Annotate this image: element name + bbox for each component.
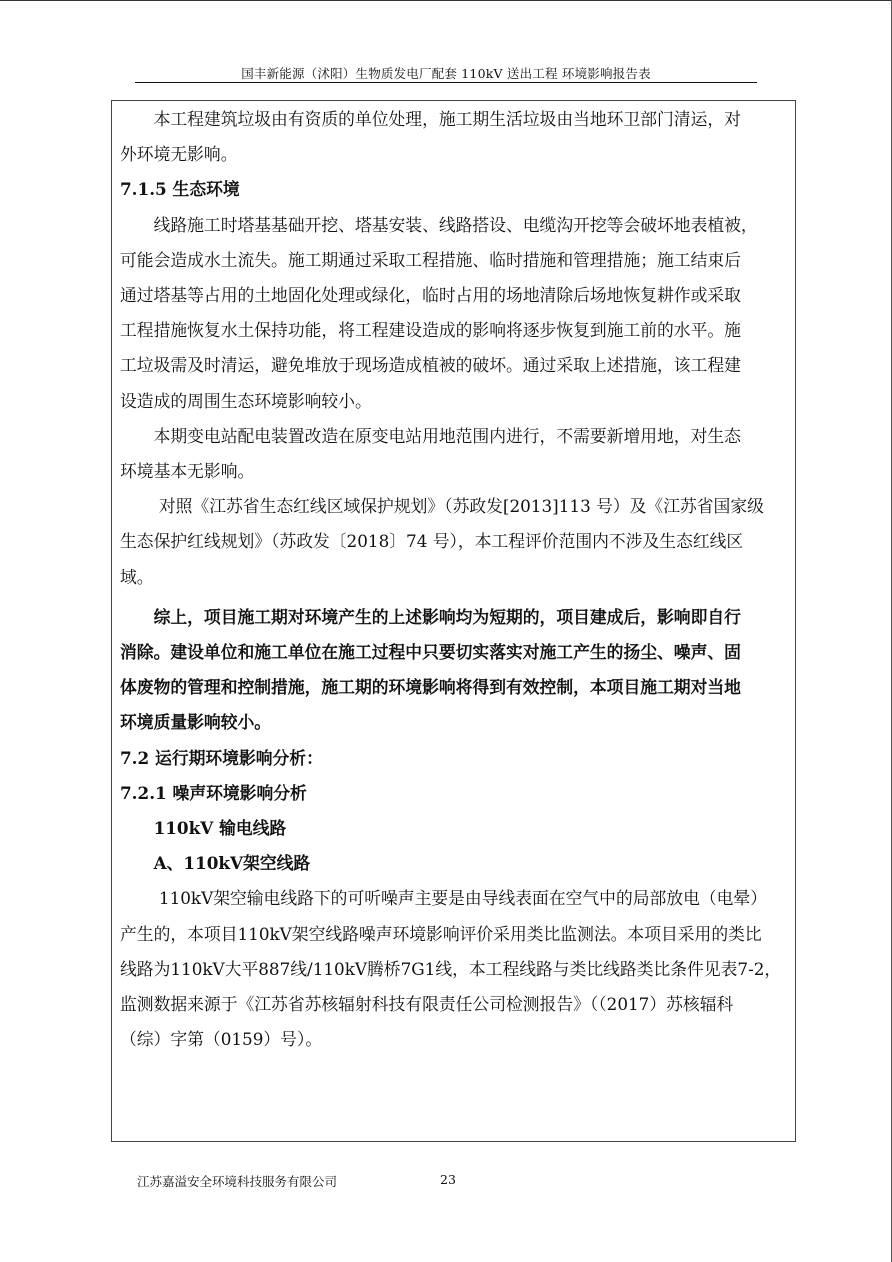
summary-line: 综上，项目施工期对环境产生的上述影响均为短期的，项目建成后，影响即自行 — [120, 606, 741, 627]
paragraph-line: 产生的，本项目110kV架空线路噪声环境影响评价采用类比监测法。本项目采用的类比 — [120, 923, 762, 944]
summary-line: 体废物的管理和控制措施，施工期的环境影响将得到有效控制，本项目施工期对当地 — [120, 677, 741, 698]
paragraph-line: 对照《江苏省生态红线区域保护规划》（苏政发[2013]113 号）及《江苏省国家级 — [120, 496, 764, 517]
paragraph-line: 工程措施恢复水土保持功能，将工程建设造成的影响将逐步恢复到施工前的水平。施 — [120, 320, 741, 341]
body-text — [120, 102, 790, 1057]
paragraph-line: 线路为110kV大平887线/110kV腾桥7G1线，本工程线路与类比线路类比条件见表7-2， — [120, 958, 782, 979]
page-number: 23 — [440, 1172, 456, 1187]
paragraph-line: 可能会造成水土流失。施工期通过采取工程措施、临时措施和管理措施；施工结束后 — [120, 249, 741, 270]
paragraph-line: 110kV架空输电线路下的可听噪声主要是由导线表面在空气中的局部放电（电晕） — [120, 888, 767, 909]
paragraph-line: 域。 — [120, 566, 154, 587]
paragraph-line: （综）字第（0159）号）。 — [120, 1029, 323, 1050]
paragraph-line: 监测数据来源于《江苏省苏核辐射科技有限责任公司检测报告》（（2017）苏核辐科 — [120, 994, 734, 1015]
subheading-110kv-line: 110kV 输电线路 — [120, 818, 287, 839]
header-rule — [135, 82, 757, 83]
summary-line: 消除。建设单位和施工单位在施工过程中只要切实落实对施工产生的扬尘、噪声、固 — [120, 642, 741, 663]
footer-company: 江苏嘉溢安全环境科技服务有限公司 — [137, 1174, 338, 1189]
paragraph-line: 线路施工时塔基基础开挖、塔基安装、线路搭设、电缆沟开挖等会破坏地表植被， — [120, 214, 758, 235]
section-heading-7-1-5: 7.1.5 生态环境 — [120, 179, 240, 200]
paragraph-line: 生态保护红线规划》（苏政发〔2018〕74 号），本工程评价范围内不涉及生态红线区 — [120, 531, 744, 552]
paragraph-line: 通过塔基等占用的土地固化处理或绿化，临时占用的场地清除后场地恢复耕作或采取 — [120, 285, 741, 306]
running-header: 国丰新能源（沭阳）生物质发电厂配套 110kV 送出工程 环境影响报告表 — [241, 66, 651, 81]
paragraph-line: 环境基本无影响。 — [120, 461, 255, 482]
subheading-overhead-line: A、110kV架空线路 — [120, 853, 311, 874]
section-heading-7-2-1: 7.2.1 噪声环境影响分析 — [120, 782, 307, 803]
page-top-border — [0, 0, 892, 1]
paragraph-line: 外环境无影响。 — [120, 144, 238, 165]
paragraph-line: 本期变电站配电装置改造在原变电站用地范围内进行，不需要新增用地，对生态 — [120, 425, 741, 446]
section-heading-7-2: 7.2 运行期环境影响分析： — [120, 747, 323, 768]
paragraph-line: 本工程建筑垃圾由有资质的单位处理，施工期生活垃圾由当地环卫部门清运，对 — [120, 109, 741, 129]
paragraph-line: 设造成的周围生态环境影响较小。 — [120, 390, 372, 411]
summary-line: 环境质量影响较小。 — [120, 712, 272, 733]
paragraph-line: 工垃圾需及时清运，避免堆放于现场造成植被的破坏。通过采取上述措施，该工程建 — [120, 355, 741, 376]
